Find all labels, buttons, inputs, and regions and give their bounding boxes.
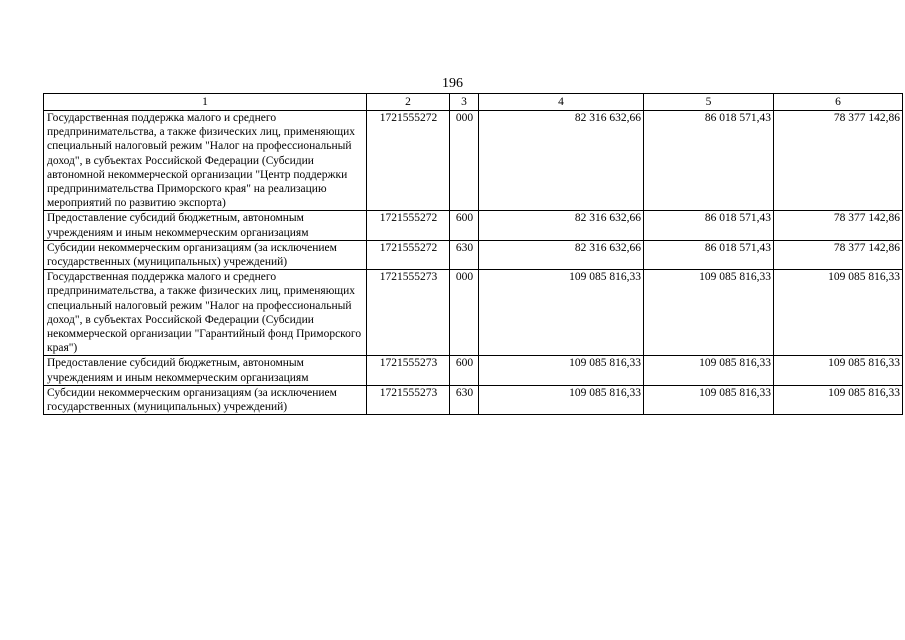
row-amount-col5: 109 085 816,33 — [644, 385, 774, 414]
row-code: 1721555272 — [367, 111, 450, 211]
row-name: Предоставление субсидий бюджетным, автономным учреждениям и иным некоммерческим организациям — [44, 211, 367, 240]
table-row — [44, 385, 903, 414]
row-code: 1721555273 — [367, 385, 450, 414]
row-type: 600 — [450, 211, 479, 240]
column-header: 2 — [367, 94, 450, 111]
row-amount-col6: 78 377 142,86 — [774, 240, 903, 269]
row-amount-col6: 109 085 816,33 — [774, 385, 903, 414]
row-name: Государственная поддержка малого и среднего предпринимательства, а также физических лиц, применяющих специальный налоговый режим "Налог на профессиональный доход", в субъектах Российской Федерации (Субсидии некоммерческой организации "Гарантийный фонд Приморского края") — [44, 270, 367, 356]
row-amount-col5: 86 018 571,43 — [644, 240, 774, 269]
table-row — [44, 240, 903, 269]
row-code: 1721555272 — [367, 211, 450, 240]
row-type: 000 — [450, 270, 479, 356]
row-amount-col6: 78 377 142,86 — [774, 111, 903, 211]
row-amount-col6: 78 377 142,86 — [774, 211, 903, 240]
row-name: Государственная поддержка малого и среднего предпринимательства, а также физических лиц, применяющих специальный налоговый режим "Налог на профессиональный доход", в субъектах Российской Федерации (Субсидии автономной некоммерческой организации "Центр поддержки предпринимательства Приморского края" на реализацию мероприятий по развитию экспорта) — [44, 111, 367, 211]
table-row — [44, 270, 903, 356]
row-type: 600 — [450, 356, 479, 385]
row-amount-col4: 82 316 632,66 — [479, 211, 644, 240]
row-code: 1721555272 — [367, 240, 450, 269]
row-amount-col5: 109 085 816,33 — [644, 270, 774, 356]
column-header: 1 — [44, 94, 367, 111]
row-amount-col6: 109 085 816,33 — [774, 356, 903, 385]
column-header: 5 — [644, 94, 774, 111]
row-amount-col5: 86 018 571,43 — [644, 211, 774, 240]
row-code: 1721555273 — [367, 270, 450, 356]
row-amount-col6: 109 085 816,33 — [774, 270, 903, 356]
row-name: Субсидии некоммерческим организациям (за исключением государственных (муниципальных) учреждений) — [44, 240, 367, 269]
table-row — [44, 111, 903, 211]
table-row — [44, 356, 903, 385]
row-amount-col4: 82 316 632,66 — [479, 111, 644, 211]
row-type: 630 — [450, 385, 479, 414]
budget-table — [43, 93, 903, 415]
row-amount-col4: 109 085 816,33 — [479, 356, 644, 385]
row-amount-col5: 86 018 571,43 — [644, 111, 774, 211]
row-amount-col5: 109 085 816,33 — [644, 356, 774, 385]
header-row — [44, 94, 903, 111]
column-header: 3 — [450, 94, 479, 111]
row-type: 000 — [450, 111, 479, 211]
row-code: 1721555273 — [367, 356, 450, 385]
row-type: 630 — [450, 240, 479, 269]
table-row — [44, 211, 903, 240]
row-name: Предоставление субсидий бюджетным, автономным учреждениям и иным некоммерческим организациям — [44, 356, 367, 385]
column-header: 4 — [479, 94, 644, 111]
row-name: Субсидии некоммерческим организациям (за исключением государственных (муниципальных) учреждений) — [44, 385, 367, 414]
row-amount-col4: 109 085 816,33 — [479, 270, 644, 356]
row-amount-col4: 109 085 816,33 — [479, 385, 644, 414]
page-number: 196 — [442, 76, 463, 91]
row-amount-col4: 82 316 632,66 — [479, 240, 644, 269]
column-header: 6 — [774, 94, 903, 111]
